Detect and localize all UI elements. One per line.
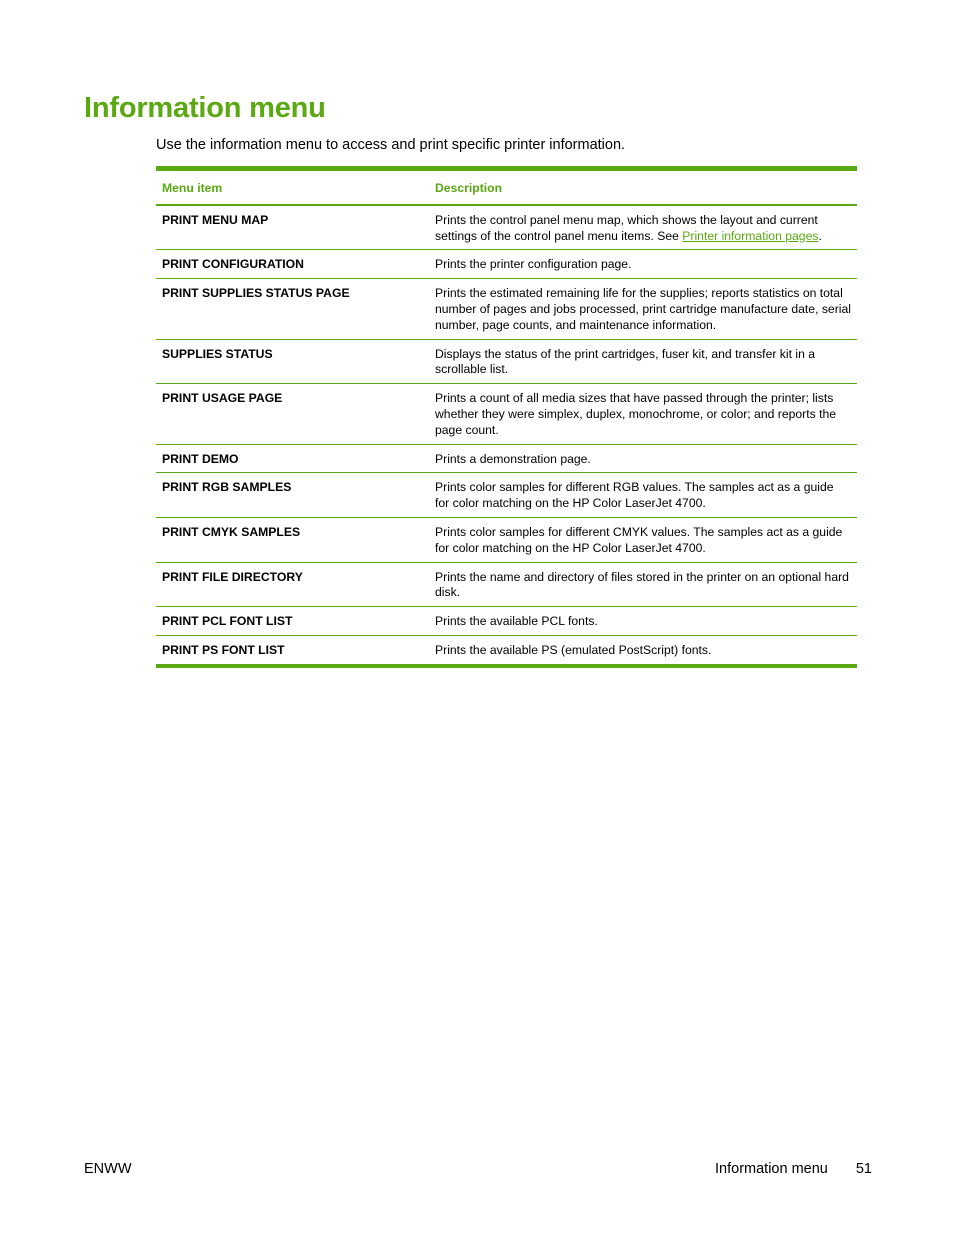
header-description: Description (435, 181, 503, 195)
description-cell: Prints the printer configuration page. (435, 257, 632, 272)
description-text-end: . (818, 228, 822, 243)
menu-item-cell: PRINT DEMO (162, 451, 239, 466)
page-title: Information menu (84, 92, 326, 124)
menu-item-cell: SUPPLIES STATUS (162, 346, 273, 361)
information-menu-table (156, 166, 857, 668)
menu-item-cell: PRINT CMYK SAMPLES (162, 524, 301, 539)
table-row (156, 635, 857, 665)
header-menu-item: Menu item (162, 181, 223, 195)
description-cell: Prints the estimated remaining life for the supplies; reports statistics on total number of pages and jobs processed, print cartridge manufacture date, serial number, page counts, and maintenance information. (435, 286, 851, 332)
menu-item-cell: PRINT PS FONT LIST (162, 642, 285, 657)
footer-page-info (715, 1159, 872, 1179)
menu-item-cell: PRINT PCL FONT LIST (162, 614, 293, 629)
menu-item-cell: PRINT FILE DIRECTORY (162, 569, 303, 584)
intro-paragraph: Use the information menu to access and print specific printer information. (156, 137, 626, 153)
table-row (156, 250, 857, 279)
printer-information-pages-link[interactable]: Printer information pages (682, 228, 819, 243)
menu-item-cell: PRINT CONFIGURATION (162, 257, 304, 272)
table-row (156, 279, 857, 339)
table-row (156, 205, 857, 250)
table-row (156, 444, 857, 473)
table-row (156, 339, 857, 384)
description-text: Prints the control panel menu map, which shows the layout and current settings of the control panel menu items. See (435, 212, 818, 243)
menu-item-cell: PRINT USAGE PAGE (162, 391, 283, 406)
table-row (156, 607, 857, 636)
menu-item-cell: PRINT MENU MAP (162, 212, 269, 227)
table-row (156, 384, 857, 444)
table-row (156, 562, 857, 607)
description-cell: Prints the available PCL fonts. (435, 614, 598, 629)
description-cell: Prints color samples for different RGB values. The samples act as a guide for color matching on the HP Color LaserJet 4700. (435, 480, 834, 511)
footer-page-number: 51 (855, 1161, 872, 1177)
table-row (156, 517, 857, 562)
description-cell: Prints the name and directory of files stored in the printer on an optional hard disk. (435, 569, 849, 600)
description-cell: Prints a demonstration page. (435, 451, 591, 466)
description-cell: Displays the status of the print cartridges, fuser kit, and transfer kit in a scrollable list. (435, 346, 816, 377)
description-cell: Prints the available PS (emulated PostScript) fonts. (435, 642, 712, 657)
menu-item-cell: PRINT RGB SAMPLES (162, 480, 292, 495)
description-cell (429, 205, 857, 250)
footer-enww: ENWW (84, 1161, 132, 1177)
footer-section-title: Information menu (715, 1161, 828, 1177)
table-row (156, 473, 857, 518)
table-header-row (156, 169, 857, 205)
menu-item-cell: PRINT SUPPLIES STATUS PAGE (162, 286, 350, 301)
description-cell: Prints a count of all media sizes that have passed through the printer; lists whether they were simplex, duplex, monochrome, or color; and reports the page count. (435, 391, 837, 437)
description-cell: Prints color samples for different CMYK values. The samples act as a guide for color matching on the HP Color LaserJet 4700. (435, 524, 843, 555)
